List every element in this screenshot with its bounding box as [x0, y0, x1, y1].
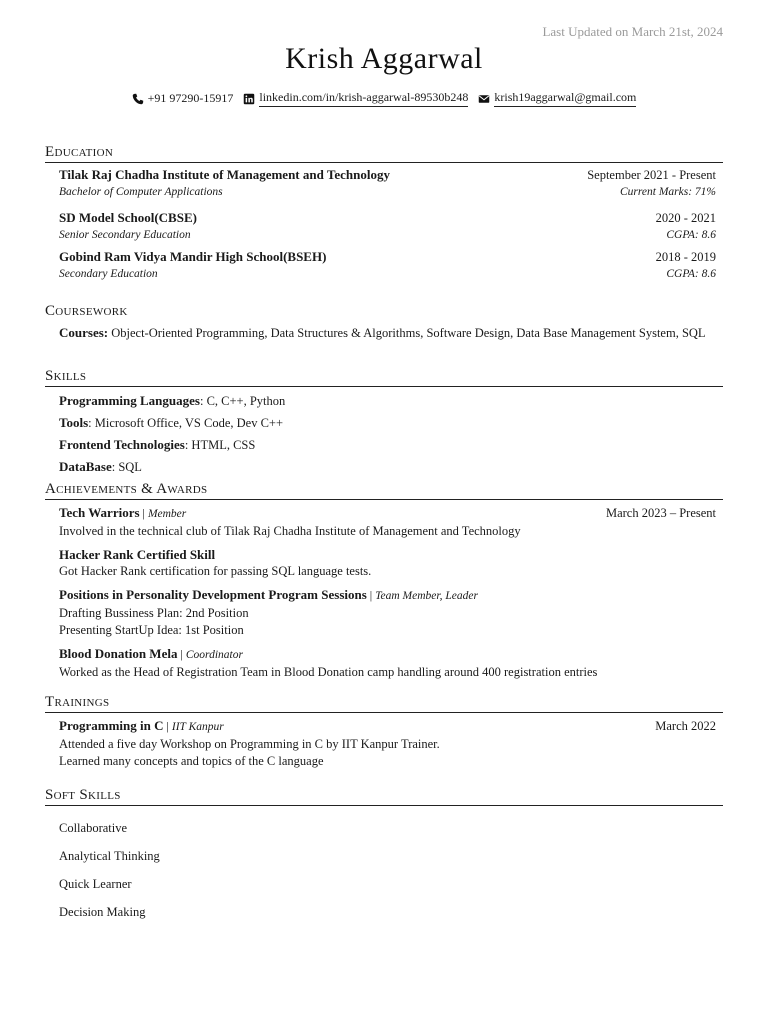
email-contact[interactable] [478, 90, 636, 107]
skill-value: : HTML, CSS [184, 438, 256, 452]
skill-value: : SQL [111, 460, 142, 474]
training-line: Learned many concepts and topics of the C language [59, 754, 324, 768]
email-link[interactable]: krish19aggarwal@gmail.com [494, 90, 636, 107]
section-title: Education [45, 144, 723, 163]
linkedin-contact[interactable] [243, 90, 468, 107]
achievement-entry: Tech Warriors | Member March 2023 – Present Involved in the technical club of Tilak Raj Chadha Institute of Management and Technology [59, 505, 716, 538]
skill-label: Programming Languages [59, 393, 200, 408]
soft-skill-item: Analytical Thinking [59, 849, 160, 863]
skill-label: Frontend Technologies [59, 437, 185, 452]
education-entry [59, 209, 716, 244]
skill-value: : C, C++, Python [199, 394, 286, 408]
achievement-line: Worked as the Head of Registration Team in Blood Donation camp handling around 400 registration entries [59, 665, 598, 679]
education-entry [59, 248, 716, 283]
training-dates: March 2022 [655, 719, 716, 733]
achievement-role: Coordinator [185, 649, 243, 661]
linkedin-icon [243, 93, 255, 105]
achievement-name: Blood Donation Mela [59, 646, 178, 661]
achievement-entry: Positions in Personality Development Program Sessions | Team Member, Leader Drafting Bussiness Plan: 2nd Position Presenting StartUp Idea: 1st Position [59, 586, 716, 639]
training-line: Attended a five day Workshop on Programming in C by IIT Kanpur Trainer. [59, 737, 440, 751]
phone-icon [132, 93, 144, 105]
skill-value: : Microsoft Office, VS Code, Dev C++ [88, 416, 284, 430]
phone-contact[interactable] [132, 91, 234, 106]
training-name: Programming in C [59, 718, 164, 733]
education-dates: 2018 - 2019 [655, 250, 716, 264]
achievement-name: Tech Warriors [59, 505, 140, 520]
achievement-role: Member [147, 508, 187, 520]
degree: Senior Secondary Education [59, 229, 191, 241]
achievement-role: Team Member, Leader [375, 590, 478, 602]
education-dates: 2020 - 2021 [655, 211, 716, 225]
coursework-text [59, 324, 716, 342]
skill-label: DataBase [59, 459, 112, 474]
score: CGPA: 8.6 [666, 229, 716, 241]
achievement-dates: March 2023 – Present [605, 506, 716, 520]
score: CGPA: 8.6 [666, 268, 716, 280]
section-title: Trainings [45, 694, 723, 713]
education-dates: September 2021 - Present [587, 168, 716, 182]
phone-number: +91 97290-15917 [147, 91, 234, 105]
training-entry: Programming in C | IIT Kanpur March 2022 Attended a five day Workshop on Programming in C by IIT Kanpur Trainer. Learned many concepts and topics of the C language [59, 718, 716, 768]
envelope-icon [478, 93, 490, 105]
soft-skill-item: Quick Learner [59, 877, 132, 891]
achievement-line: Presenting StartUp Idea: 1st Position [59, 623, 244, 637]
last-updated: Last Updated on March 21st, 2024 [542, 24, 723, 39]
training-org: IIT Kanpur [171, 721, 224, 733]
achievement-line: Involved in the technical club of Tilak Raj Chadha Institute of Management and Technology [59, 524, 521, 538]
score: Current Marks: 71% [619, 186, 716, 198]
skill-row [59, 456, 716, 478]
achievement-entry [59, 546, 716, 580]
skills-section [45, 368, 723, 478]
achievement-name: Hacker Rank Certified Skill [59, 547, 216, 562]
achievement-line: Drafting Bussiness Plan: 2nd Position [59, 606, 249, 620]
achievements-section [45, 481, 723, 681]
trainings-section [45, 694, 723, 770]
candidate-name: Krish Aggarwal [285, 42, 483, 75]
coursework-section [45, 303, 723, 342]
courses-label: Courses: [59, 325, 109, 340]
soft-skill-item: Collaborative [59, 821, 128, 835]
achievement-name: Positions in Personality Development Program Sessions [59, 587, 367, 602]
education-entry [59, 166, 716, 201]
skill-row [59, 390, 716, 412]
soft-skill-item: Decision Making [59, 905, 146, 919]
section-title: Coursework [45, 303, 128, 319]
section-title: Soft Skills [45, 787, 723, 806]
school-name: Gobind Ram Vidya Mandir High School(BSEH) [59, 249, 327, 264]
degree: Bachelor of Computer Applications [59, 186, 223, 198]
skill-row [59, 412, 716, 434]
section-title: Skills [45, 368, 723, 387]
achievement-line: Got Hacker Rank certification for passing SQL language tests. [59, 564, 372, 578]
skill-label: Tools [59, 415, 89, 430]
education-section [45, 144, 723, 283]
school-name: Tilak Raj Chadha Institute of Management and Technology [59, 167, 390, 182]
soft-skills-section [45, 787, 723, 926]
degree: Secondary Education [59, 268, 158, 280]
linkedin-link[interactable]: linkedin.com/in/krish-aggarwal-89530b248 [259, 90, 468, 107]
achievement-entry: Blood Donation Mela | Coordinator Worked as the Head of Registration Team in Blood Donation camp handling around 400 registration entries [59, 645, 716, 681]
courses-list: Object-Oriented Programming, Data Structures & Algorithms, Software Design, Data Base Management System, SQL [111, 326, 706, 340]
contact-bar [0, 90, 768, 107]
school-name: SD Model School(CBSE) [59, 210, 197, 225]
skill-row [59, 434, 716, 456]
section-title: Achievements & Awards [45, 481, 723, 500]
